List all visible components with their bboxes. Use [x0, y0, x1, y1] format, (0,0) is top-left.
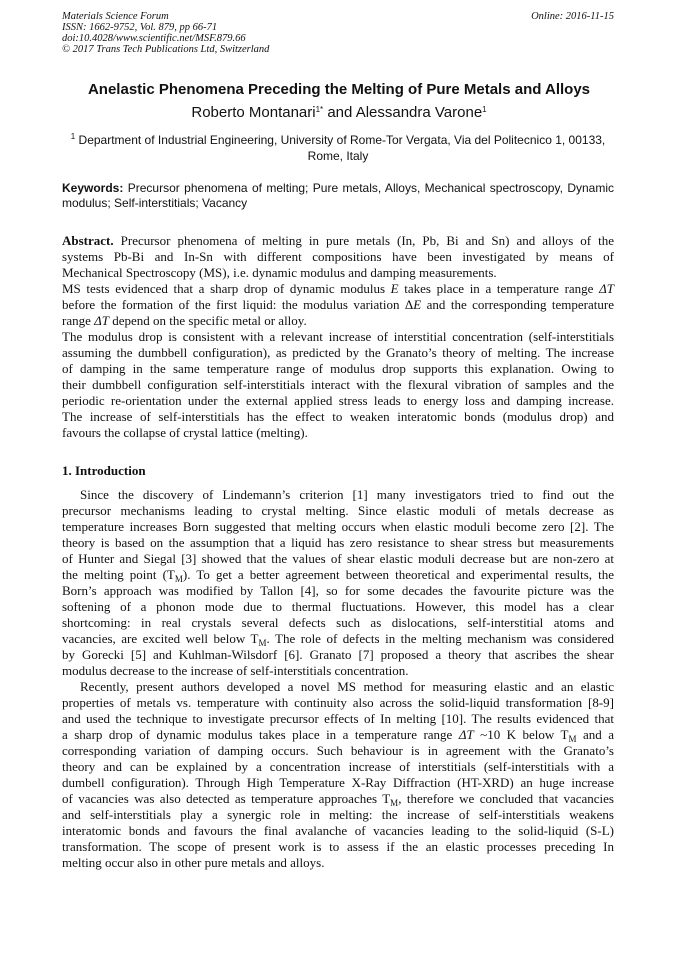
text-segment: . The role of defects in the melting mechanism was considered	[266, 631, 614, 646]
text-line	[62, 743, 614, 759]
text-segment: by Gorecki [5] and Kuhlman-Wilsdorf [6]. Granato [7] proposed a theory that ascribes the shear	[62, 647, 614, 662]
text-segment: MS tests evidenced that a sharp drop of dynamic modulus	[62, 281, 391, 296]
text-line	[62, 425, 614, 441]
text-segment: M	[258, 638, 267, 648]
text-segment: The increase of self-interstitials has the effect to weaken interatomic bonds (modulus drop) and	[62, 409, 614, 424]
text-segment: of vacancies was also detected as temperature approaches T	[62, 791, 391, 806]
text-segment: Recently, present authors developed a novel MS method for measuring elastic and an elastic	[80, 679, 614, 694]
author-1-sup: 1*	[315, 105, 324, 114]
text-segment: of damping in the same temperature range of modulus drop supports this explanation. Owing to	[62, 361, 614, 376]
text-line	[62, 377, 614, 393]
affiliation-text: Department of Industrial Engineering, University of Rome-Tor Vergata, Via del Politecnico 1, 00133, Rome, Italy	[75, 133, 606, 163]
text-line	[62, 791, 614, 807]
text-segment: Since the discovery of Lindemann’s criterion [1] many investigators tried to find out the	[80, 487, 614, 502]
introduction-body	[62, 487, 614, 871]
text-segment: modulus decrease to the increase of self-interstitials concentration.	[62, 663, 409, 678]
text-segment: temperature increases Born suggested that melting occurs when elastic moduli become zero [2]. The	[62, 519, 614, 534]
text-segment: Precursor phenomena of melting in pure metals (In, Pb, Bi and Sn) and alloys of the	[113, 233, 614, 248]
online-date: Online: 2016-11-15	[531, 11, 614, 22]
text-line	[62, 583, 614, 599]
text-line	[62, 249, 614, 265]
text-line	[62, 775, 614, 791]
text-segment: Abstract.	[62, 233, 114, 248]
text-segment: ). To get a better agreement between theoretical and experimental results, the	[182, 567, 615, 582]
text-line	[62, 297, 614, 313]
text-segment: M	[174, 574, 183, 584]
text-segment: ΔT	[458, 727, 474, 742]
text-line	[62, 631, 614, 647]
text-line	[62, 329, 614, 345]
text-line	[62, 281, 614, 297]
text-segment: and self-interstitials play a synergic role in melting: the increase of self-interstitials weakens	[62, 807, 614, 822]
text-segment: precursor mechanisms leading to crystal melting. Since elastic moduli of metals decrease as	[62, 503, 614, 518]
text-segment: E	[413, 297, 422, 312]
text-line	[62, 233, 614, 249]
text-line	[62, 839, 614, 855]
text-line	[62, 487, 614, 503]
keywords	[62, 181, 614, 211]
text-segment: periodic re-orientation under the external applied stress leads to energy loss and damping increase.	[62, 393, 614, 408]
text-line	[62, 503, 614, 519]
text-segment: corresponding variation of damping occurs. Such behaviour is in agreement with the Granato’s	[62, 743, 614, 758]
text-segment: shortcoming: in real crystals several defects such as dislocations, self-interstitial atoms and	[62, 615, 614, 630]
text-line	[62, 807, 614, 823]
text-line	[62, 393, 614, 409]
text-line	[62, 551, 614, 567]
author-2-sup: 1	[482, 105, 487, 114]
text-line	[62, 855, 614, 871]
text-line	[62, 535, 614, 551]
text-line	[62, 727, 614, 743]
paper-title: Anelastic Phenomena Preceding the Melting of Pure Metals and Alloys	[87, 81, 591, 98]
text-line	[62, 647, 614, 663]
text-segment: , therefore we concluded that vacancies	[398, 791, 614, 806]
text-segment: takes place in a temperature range	[398, 281, 600, 296]
section-heading-introduction: 1. Introduction	[62, 463, 146, 478]
text-segment: a sharp drop of dynamic modulus takes place in a temperature range	[62, 727, 459, 742]
doi-line: doi:10.4028/www.scientific.net/MSF.879.66	[62, 33, 246, 44]
keywords-text: Precursor phenomena of melting; Pure metals, Alloys, Mechanical spectroscopy, Dynamic modulus; Self-interstitials; Vacancy	[62, 181, 614, 210]
abstract	[62, 233, 614, 441]
text-line	[62, 345, 614, 361]
author-1: Roberto Montanari	[191, 104, 316, 121]
text-segment: and used the technique to investigate precursor effects of In melting [10]. The results evidenced that	[62, 711, 614, 726]
journal-name: Materials Science Forum	[62, 11, 169, 22]
text-segment: ΔT	[94, 313, 109, 328]
text-segment: dumbell configuration). Through High Temperature X-Ray Diffraction (HT-XRD) an huge increase	[62, 775, 614, 790]
text-line	[62, 711, 614, 727]
text-line	[62, 265, 614, 281]
text-segment: theory and can be explained by a concentration increase of interstitials (self-interstitials with a	[62, 759, 614, 774]
text-segment: the melting point (T	[62, 567, 175, 582]
issn-line: ISSN: 1662-9752, Vol. 879, pp 66-71	[62, 22, 218, 33]
text-segment: theory is based on the assumption that a liquid has zero resistance to shear stress but measurements	[62, 535, 614, 550]
text-segment: Mechanical Spectroscopy (MS), i.e. dynamic modulus and damping measurements.	[62, 265, 497, 280]
text-line	[62, 679, 614, 695]
text-line	[62, 695, 614, 711]
text-segment: before the formation of the first liquid: the modulus variation Δ	[62, 297, 414, 312]
text-line	[62, 615, 614, 631]
text-segment: The modulus drop is consistent with a relevant increase of interstitial concentration (self-interstitials	[62, 329, 614, 344]
text-line	[62, 823, 614, 839]
text-segment: vacancies, are excited well below T	[62, 631, 259, 646]
text-line	[62, 663, 614, 679]
affiliation	[62, 132, 614, 164]
text-segment: and a	[576, 727, 615, 742]
text-segment: assuming the dumbbell configuration), as predicted by the Granato’s theory of melting. The increase	[62, 345, 614, 360]
text-segment: melting occur also in other pure metals and alloys.	[62, 855, 325, 870]
text-segment: properties of metals vs. temperature with continuity also across the solid-liquid transformation [8-9]	[62, 695, 614, 710]
text-segment: systems Pb-Bi and In-Sn with different compositions have been investigated by means of	[62, 249, 614, 264]
text-line	[62, 567, 614, 583]
authors	[0, 104, 678, 121]
text-segment: E	[390, 281, 399, 296]
text-line	[62, 361, 614, 377]
text-line	[62, 313, 614, 329]
text-segment: Born’s approach was modified by Tallon [4], so for some decades the favourite picture was the	[62, 583, 614, 598]
text-segment: range	[62, 313, 95, 328]
text-line	[62, 759, 614, 775]
text-segment: ~10 K below T	[473, 727, 569, 742]
text-segment: softening of a phonon mode due to thermal fluctuations. However, this model has a clear	[62, 599, 614, 614]
text-segment: depend on the specific metal or alloy.	[109, 313, 307, 328]
text-segment: M	[568, 734, 577, 744]
text-segment: transformation. The scope of present work is to assess if the an elastic processes preceding In	[62, 839, 614, 854]
text-segment: and the corresponding temperature	[421, 297, 614, 312]
journal-header	[62, 11, 269, 55]
text-segment: favours the collapse of crystal lattice (melting).	[62, 425, 308, 440]
text-segment: interatomic bonds and favours the final avalanche of vacancies leading to the solid-liquid (S-L)	[62, 823, 614, 838]
text-segment: ΔT	[599, 281, 614, 296]
text-segment: of Hunter and Siegal [3] showed that the values of shear elastic moduli decrease but are non-zero at	[62, 551, 614, 566]
copyright-line: © 2017 Trans Tech Publications Ltd, Switzerland	[62, 44, 270, 55]
text-segment: M	[390, 798, 399, 808]
text-segment: their dumbbell configuration self-interstitials interact with the flexural vibration of samples and the	[62, 377, 614, 392]
text-line	[62, 599, 614, 615]
keywords-label: Keywords:	[62, 181, 124, 195]
author-2: and Alessandra Varone	[323, 104, 483, 121]
affiliation-sup: 1	[70, 132, 76, 141]
text-line	[62, 409, 614, 425]
text-line	[62, 519, 614, 535]
